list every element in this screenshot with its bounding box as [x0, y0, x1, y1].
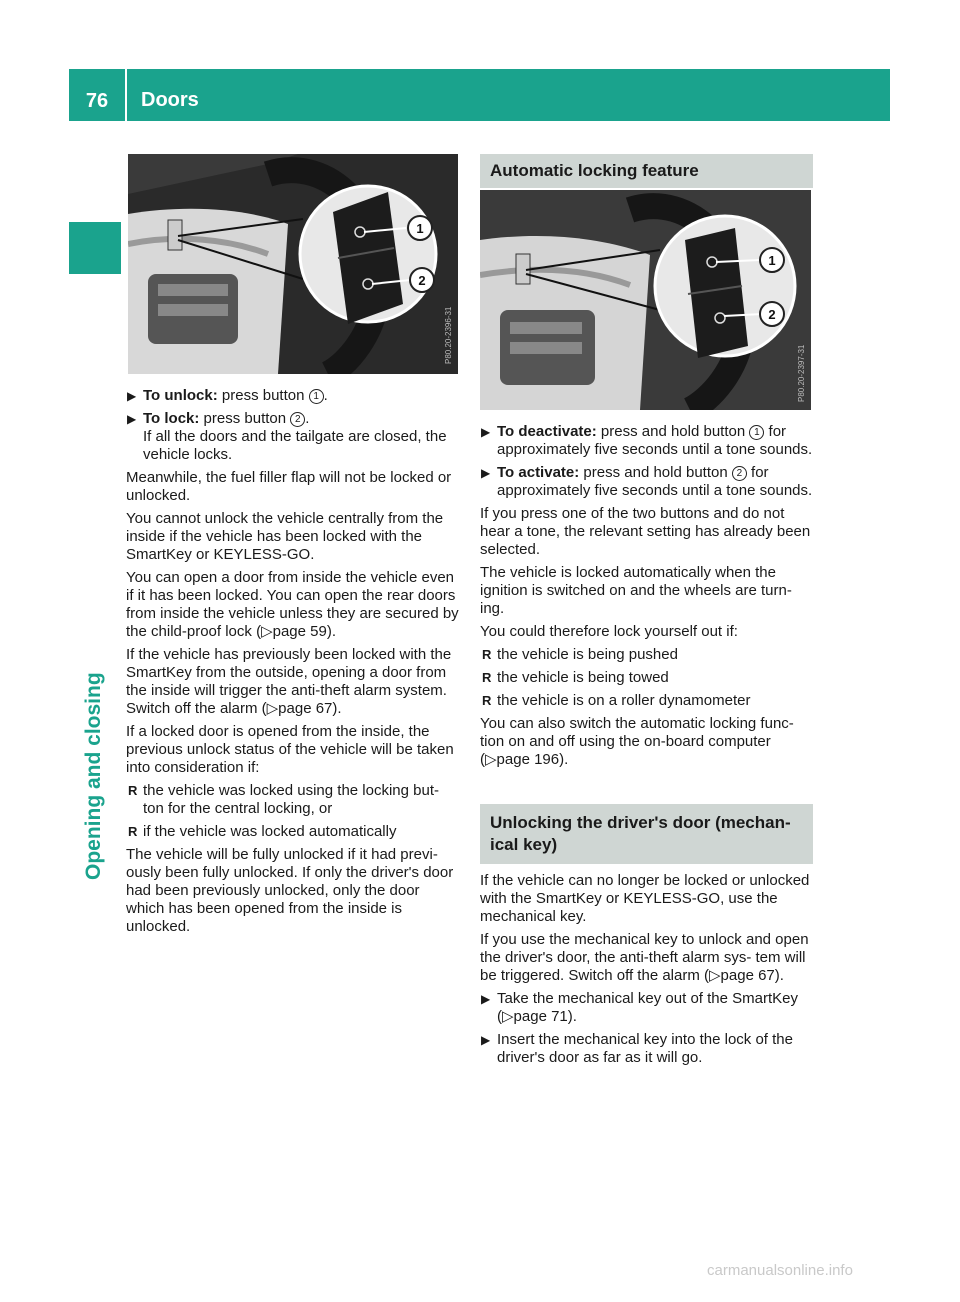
- door-lock-buttons-photo-left: [128, 154, 458, 374]
- door-lock-buttons-photo-right: [480, 190, 811, 410]
- step-lead: To activate:: [497, 464, 580, 481]
- step-note: If all the doors and the tailgate are closed, the vehicle locks.: [143, 428, 447, 463]
- paragraph-text: You can also switch the automatic locking func- tion on and off using the on-board computer (: [480, 715, 794, 768]
- paragraph: The vehicle is locked automatically when the ignition is switched on and the wheels are turn- ing.: [480, 564, 792, 617]
- right-triangle-icon: ▶: [481, 425, 491, 439]
- callout-1-right: 1: [768, 253, 776, 268]
- page-reference-link[interactable]: page 67: [720, 967, 775, 984]
- step-lead: To lock:: [143, 410, 200, 427]
- paragraph: If the vehicle can no longer be locked or unlocked with the SmartKey or KEYLESS-GO, use the mechanical key.: [480, 872, 810, 925]
- side-tab-label: Opening and closing: [82, 672, 105, 880]
- list-item: [126, 782, 459, 818]
- list-item-text: the vehicle is being pushed: [497, 646, 678, 663]
- step-text-end: for approximately five seconds until a tone sounds.: [497, 423, 813, 458]
- paragraph: You cannot unlock the vehicle centrally from the inside if the vehicle has been locked with the SmartKey or KEYLESS-GO.: [126, 510, 444, 563]
- watermark: carmanualsonline.info: [707, 1262, 853, 1279]
- image-id-left: P80.20-2396-31: [444, 306, 453, 364]
- paragraph: If you press one of the two buttons and do not hear a tone, the relevant setting has already been selected.: [480, 505, 811, 558]
- page-reference-triangle-icon: ▷: [709, 967, 721, 984]
- step-lead: To unlock:: [143, 387, 218, 404]
- step-text: press button: [217, 387, 309, 404]
- step-text: press and hold button: [579, 464, 732, 481]
- paragraph-text-end: ).: [332, 700, 342, 717]
- step-activate: [480, 464, 813, 500]
- right-triangle-icon: ▶: [481, 992, 491, 1006]
- paragraph: [480, 715, 813, 769]
- image-id-right: P80.20-2397-31: [797, 344, 806, 402]
- paragraph-text-end: ).: [326, 623, 337, 640]
- step-text: Insert the mechanical key into the lock of the driver's door as far as it will go.: [497, 1031, 793, 1066]
- callout-ref-1: 1: [309, 389, 324, 404]
- paragraph-text: If you use the mechanical key to unlock and open the driver's door, the anti-theft alarm sys- tem will be triggered. Switch off the alarm (: [480, 931, 809, 984]
- list-item: [480, 669, 813, 687]
- side-tab-marker: [69, 222, 121, 274]
- bullet-R-icon: R: [128, 783, 138, 798]
- paragraph: [126, 569, 459, 641]
- page-reference-link[interactable]: page 71: [513, 1008, 568, 1025]
- paragraph-text-end: ).: [774, 967, 784, 984]
- callout-ref-2: 2: [732, 466, 747, 481]
- right-triangle-icon: ▶: [127, 412, 137, 426]
- step-text: press and hold button: [596, 423, 750, 440]
- page-reference-triangle-icon: ▷: [261, 623, 273, 640]
- right-triangle-icon: ▶: [127, 389, 137, 403]
- step-text-end: .: [323, 387, 328, 404]
- bullet-R-icon: R: [482, 670, 492, 685]
- page-reference-link[interactable]: page 196: [496, 751, 560, 768]
- list-item-text: if the vehicle was locked automatically: [143, 823, 397, 840]
- left-column: [126, 387, 459, 941]
- page-reference-triangle-icon: ▷: [485, 751, 497, 768]
- list-item: [480, 646, 813, 664]
- callout-ref-1: 1: [749, 425, 764, 440]
- page-number: 76: [85, 90, 109, 112]
- step-deactivate: [480, 423, 813, 459]
- bullet-R-icon: R: [482, 693, 492, 708]
- paragraph: Meanwhile, the fuel filler flap will not be locked or unlocked.: [126, 469, 452, 504]
- page-reference-link[interactable]: page 59: [272, 623, 327, 640]
- paragraph-text-end: ).: [559, 751, 569, 768]
- right-triangle-icon: ▶: [481, 466, 491, 480]
- bullet-R-icon: R: [128, 824, 138, 839]
- step-lead: To deactivate:: [497, 423, 597, 440]
- page-reference-triangle-icon: ▷: [502, 1008, 514, 1025]
- paragraph: [480, 931, 813, 985]
- chapter-title: Doors: [141, 89, 199, 111]
- callout-2-right: 2: [768, 307, 776, 322]
- page-reference-link[interactable]: page 67: [278, 700, 333, 717]
- bullet-R-icon: R: [482, 647, 492, 662]
- callout-ref-2: 2: [290, 412, 305, 427]
- header-divider: [125, 69, 127, 121]
- step-insert-key: [480, 1031, 813, 1067]
- list-item: [480, 692, 813, 710]
- right-column-text: [480, 423, 813, 1072]
- step-unlock: [126, 387, 459, 405]
- section-heading: Automatic locking feature: [480, 154, 813, 188]
- callout-2-left: 2: [418, 273, 426, 288]
- paragraph: You could therefore lock yourself out if:: [480, 623, 738, 640]
- list-item-text: the vehicle is being towed: [497, 669, 669, 686]
- step-text: Take the mechanical key out of the SmartKey (: [497, 990, 798, 1025]
- section-heading: Unlocking the driver's door (mechan- ical key): [480, 804, 813, 864]
- paragraph-text: If the vehicle has previously been locked with the SmartKey from the outside, opening a door from the inside will trigger the anti-theft alarm system. Switch off the alarm (: [126, 646, 452, 717]
- list-item: [126, 823, 459, 841]
- step-take-key: [480, 990, 813, 1026]
- step-text: press button: [199, 410, 291, 427]
- step-text-end: for approximately five seconds until a tone sounds.: [497, 464, 813, 499]
- paragraph-text: You can open a door from inside the vehicle even if it has been locked. You can open the rear doors from inside the vehicle unless they are secured by the child-proof lock (: [126, 569, 459, 640]
- page-header: [69, 69, 890, 121]
- callout-1-left: 1: [416, 221, 424, 236]
- step-text-end: ).: [567, 1008, 577, 1025]
- paragraph: [126, 646, 459, 718]
- list-item-text: the vehicle is on a roller dynamometer: [497, 692, 751, 709]
- paragraph: If a locked door is opened from the inside, the previous unlock status of the vehicle will be taken into consideration if:: [126, 723, 454, 776]
- right-triangle-icon: ▶: [481, 1033, 491, 1047]
- paragraph: The vehicle will be fully unlocked if it had previ- ously been fully unlocked. If only the driver's door had been previously unlocked, only the door which has been opened from the inside is unlocked.: [126, 846, 454, 935]
- section-spacer: [480, 774, 813, 804]
- step-text-end: .: [305, 410, 310, 427]
- step-lock: [126, 410, 459, 464]
- list-item-text: the vehicle was locked using the locking but- ton for the central locking, or: [143, 782, 440, 817]
- page-reference-triangle-icon: ▷: [266, 700, 279, 717]
